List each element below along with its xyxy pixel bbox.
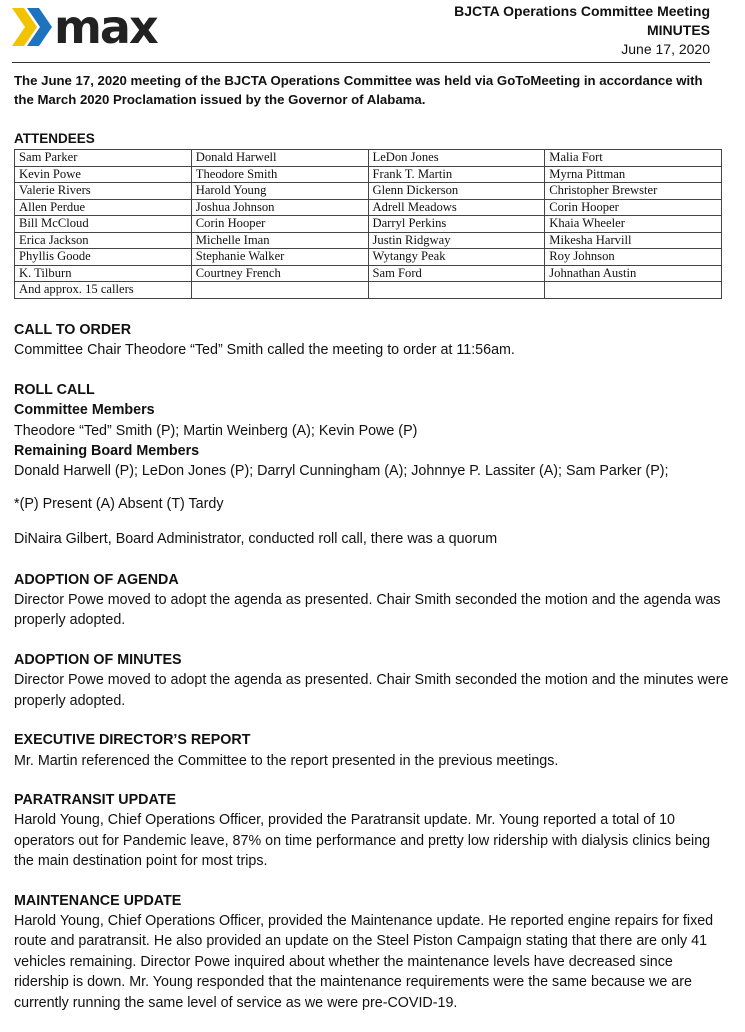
attendee-cell	[545, 282, 722, 299]
section-text: Director Powe moved to adopt the agenda as presented. Chair Smith seconded the motion and the minutes were properly adopted.	[14, 672, 729, 709]
attendee-cell: Stephanie Walker	[191, 249, 368, 266]
attendee-cell: Glenn Dickerson	[368, 183, 545, 200]
section-text: Harold Young, Chief Operations Officer, provided the Maintenance update. He reported engine repairs for fixed route and paratransit. He also provided an update on the Steel Piston Campaign stating that there are only 41 vehicles remaining. Director Powe inquired about whether the maintenance levels have decreased since ridership is down. Mr. Young responded that the maintenance requirements were the same because we are currently running the same level of service as we were pre-COVID-19.	[14, 912, 714, 1011]
attendee-cell: Khaia Wheeler	[545, 216, 722, 233]
attendee-cell: Justin Ridgway	[368, 232, 545, 249]
attendee-cell	[191, 282, 368, 299]
attendee-cell: Myrna Pittman	[545, 166, 722, 183]
attendee-cell: Roy Johnson	[545, 249, 722, 266]
attendee-cell: LeDon Jones	[368, 150, 545, 167]
minutes-section	[14, 790, 729, 872]
max-logo	[12, 6, 178, 48]
attendee-row	[15, 183, 722, 200]
header-divider	[12, 62, 710, 63]
attendee-row	[15, 232, 722, 249]
attendee-row	[15, 199, 722, 216]
section-text: Mr. Martin referenced the Committee to the report presented in the previous meetings.	[14, 752, 559, 769]
header-subtitle: MINUTES	[647, 22, 710, 38]
minutes-section	[14, 730, 729, 771]
section-text: Director Powe moved to adopt the agenda as presented. Chair Smith seconded the motion and the agenda was properly adopted.	[14, 592, 721, 629]
section-heading: ADOPTION OF MINUTES	[14, 651, 182, 668]
document-header	[454, 2, 710, 59]
attendee-cell: Valerie Rivers	[15, 183, 192, 200]
section-heading: EXECUTIVE DIRECTOR’S REPORT	[14, 732, 251, 749]
minutes-section	[14, 891, 729, 1013]
attendees-table	[14, 149, 722, 299]
attendee-cell: Harold Young	[191, 183, 368, 200]
committee-members-heading: Committee Members	[14, 402, 155, 419]
attendee-cell: Phyllis Goode	[15, 249, 192, 266]
section-heading: CALL TO ORDER	[14, 322, 132, 338]
attendee-cell: Michelle Iman	[191, 232, 368, 249]
attendee-cell: Corin Hooper	[191, 216, 368, 233]
attendee-cell: Wytangy Peak	[368, 249, 545, 266]
board-members-text: Donald Harwell (P); LeDon Jones (P); Darryl Cunningham (A); Johnnye P. Lassiter (A); Sam Parker (P);	[14, 463, 669, 480]
attendee-row	[15, 282, 722, 299]
attendee-cell: Courtney French	[191, 265, 368, 282]
call-to-order-section	[14, 320, 729, 361]
attendee-cell: K. Tilburn	[15, 265, 192, 282]
section-heading: MAINTENANCE UPDATE	[14, 892, 182, 909]
roll-call-section	[14, 380, 729, 482]
attendee-cell: Theodore Smith	[191, 166, 368, 183]
attendee-cell: Christopher Brewster	[545, 183, 722, 200]
attendee-cell: Darryl Perkins	[368, 216, 545, 233]
attendee-cell: Malia Fort	[545, 150, 722, 167]
minutes-section	[14, 650, 729, 711]
attendee-cell: Johnathan Austin	[545, 265, 722, 282]
attendee-cell: Erica Jackson	[15, 232, 192, 249]
attendee-cell: Adrell Meadows	[368, 199, 545, 216]
attendees-heading: ATTENDEES	[14, 131, 95, 146]
committee-members-text: Theodore “Ted” Smith (P); Martin Weinberg (A); Kevin Powe (P)	[14, 422, 418, 439]
logo-text: max	[54, 6, 157, 48]
attendee-row	[15, 166, 722, 183]
quorum-statement: DiNaira Gilbert, Board Administrator, conducted roll call, there was a quorum	[14, 531, 498, 548]
section-heading: ADOPTION OF AGENDA	[14, 571, 179, 588]
attendee-row	[15, 249, 722, 266]
section-text: Committee Chair Theodore “Ted” Smith called the meeting to order at 11:56am.	[14, 342, 515, 359]
intro-paragraph: The June 17, 2020 meeting of the BJCTA Operations Committee was held via GoToMeeting in accordance with the March 2020 Proclamation issued by the Governor of Alabama.	[14, 73, 703, 107]
attendee-row	[15, 265, 722, 282]
attendee-cell: Mikesha Harvill	[545, 232, 722, 249]
attendee-cell: Joshua Johnson	[191, 199, 368, 216]
section-heading: ROLL CALL	[14, 381, 95, 398]
attendee-cell: And approx. 15 callers	[15, 282, 192, 299]
attendee-cell: Frank T. Martin	[368, 166, 545, 183]
attendee-row	[15, 216, 722, 233]
attendee-cell: Corin Hooper	[545, 199, 722, 216]
header-date: June 17, 2020	[621, 41, 710, 57]
attendee-cell: Allen Perdue	[15, 199, 192, 216]
section-text: Harold Young, Chief Operations Officer, provided the Paratransit update. Mr. Young reported a total of 10 operators out for Pandemic leave, 87% on time performance and pretty low ridership with dialysis clinics being the main destination point for most trips.	[14, 812, 711, 870]
section-heading: PARATRANSIT UPDATE	[14, 791, 177, 808]
minutes-section	[14, 570, 729, 631]
attendee-row	[15, 150, 722, 167]
attendee-cell	[368, 282, 545, 299]
board-members-heading: Remaining Board Members	[14, 443, 200, 460]
attendee-cell: Kevin Powe	[15, 166, 192, 183]
attendee-cell: Sam Parker	[15, 150, 192, 167]
attendee-cell: Sam Ford	[368, 265, 545, 282]
header-title: BJCTA Operations Committee Meeting	[454, 3, 710, 19]
attendee-cell: Donald Harwell	[191, 150, 368, 167]
attendance-legend: *(P) Present (A) Absent (T) Tardy	[14, 495, 224, 512]
attendee-cell: Bill McCloud	[15, 216, 192, 233]
minutes-body	[14, 320, 729, 1032]
